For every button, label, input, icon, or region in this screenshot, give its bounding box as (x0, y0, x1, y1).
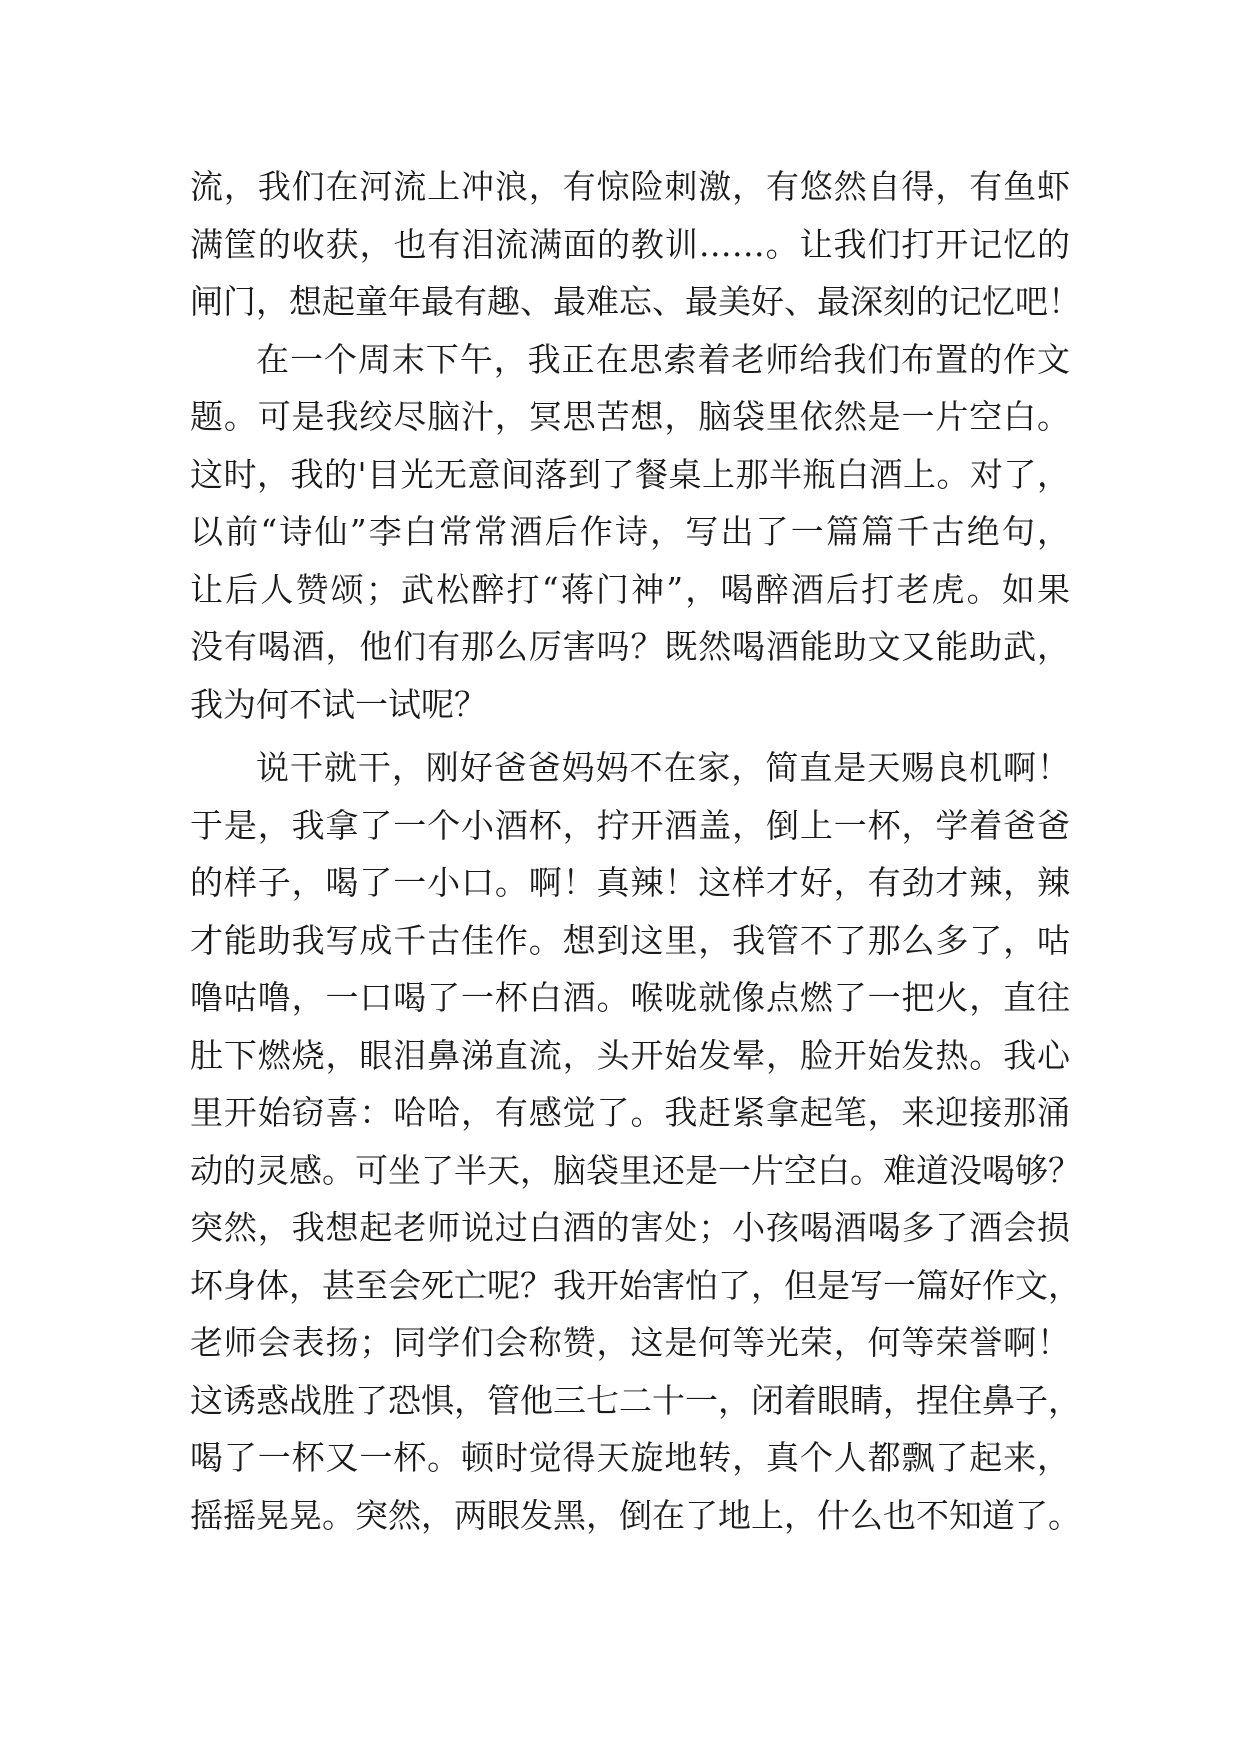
text-line: 我为何不试一试呢？ (190, 684, 487, 724)
paragraph (190, 739, 1081, 1544)
text-line: 说干就干，刚好爸爸妈妈不在家，简直是天赐良机啊！ (256, 748, 1070, 787)
text-line: 题。可是我绞尽脑汁，冥思苦想，脑袋里依然是一片空白。 (190, 397, 1070, 436)
text-line: 才能助我写成千古佳作。想到这里，我管不了那么多了，咕 (190, 920, 1070, 960)
text-line: 老师会表扬；同学们会称赞，这是何等光荣，何等荣誉啊！ (190, 1323, 1070, 1362)
text-line: 的样子，喝了一小口。啊！真辣！这样才好，有劲才辣，辣 (190, 863, 1070, 902)
body-text (190, 158, 1081, 1544)
text-line: 没有喝酒，他们有那么厉害吗？既然喝酒能助文又能助武， (190, 627, 1070, 666)
text-line: 喝了一杯又一杯。顿时觉得天旋地转，真个人都飘了起来， (190, 1438, 1070, 1477)
text-line: 里开始窃喜：哈哈，有感觉了。我赶紧拿起笔，来迎接那涌 (190, 1093, 1070, 1132)
text-line: 流，我们在河流上冲浪，有惊险刺激，有悠然自得，有鱼虾 (190, 167, 1070, 206)
text-line: 于是，我拿了一个小酒杯，拧开酒盖，倒上一杯，学着爸爸 (190, 805, 1070, 845)
text-line: 让后人赞颂；武松醉打“蒋门神”，喝醉酒后打老虎。如果 (190, 569, 1070, 609)
text-line: 这时，我的'目光无意间落到了餐桌上那半瓶白酒上。对了， (190, 454, 1070, 494)
paragraph (190, 331, 1070, 734)
text-line: 坏身体，甚至会死亡呢？我开始害怕了，但是写一篇好作文， (190, 1265, 1081, 1305)
paragraph (190, 158, 1081, 331)
text-line: 突然，我想起老师说过白酒的害处；小孩喝酒喝多了酒会损 (190, 1208, 1070, 1247)
text-line: 摇摇晃晃。突然，两眼发黑，倒在了地上，什么也不知道了。 (190, 1495, 1081, 1535)
text-line: 闸门，想起童年最有趣、最难忘、最美好、最深刻的记忆吧！ (190, 282, 1081, 321)
text-line: 在一个周末下午，我正在思索着老师给我们布置的作文 (256, 339, 1070, 379)
text-line: 以前“诗仙”李白常常酒后作诗，写出了一篇篇千古绝句， (190, 512, 1070, 551)
text-line: 噜咕噜，一口喝了一杯白酒。喉咙就像点燃了一把火，直往 (190, 978, 1070, 1017)
text-line: 肚下燃烧，眼泪鼻涕直流，头开始发晕，脸开始发热。我心 (190, 1035, 1070, 1075)
text-line: 动的灵感。可坐了半天，脑袋里还是一片空白。难道没喝够？ (190, 1150, 1081, 1190)
text-line: 这诱惑战胜了恐惧，管他三七二十一，闭着眼睛，捏住鼻子， (190, 1380, 1081, 1420)
text-line: 满筐的收获，也有泪流满面的教训……。让我们打开记忆的 (190, 224, 1070, 264)
